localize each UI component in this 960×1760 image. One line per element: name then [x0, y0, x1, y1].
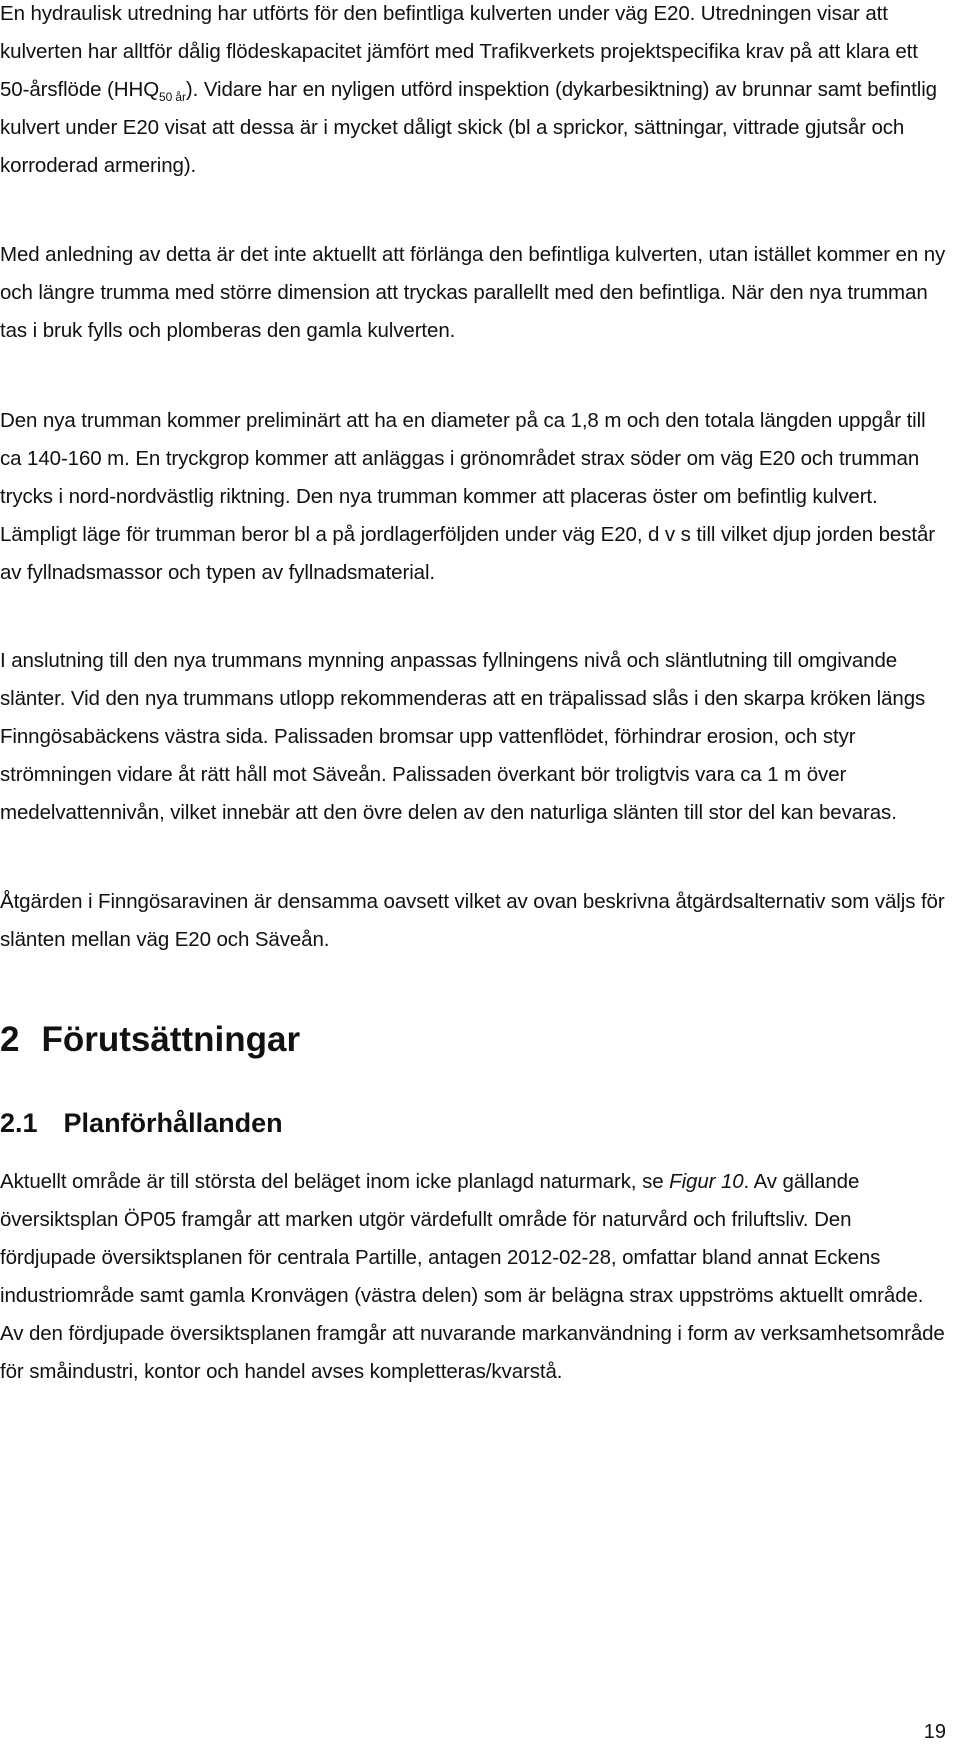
paragraph-culvert-dimensions: Den nya trumman kommer preliminärt att ha en diameter på ca 1,8 m och den totala längden uppgår till ca 140-160 m. En tryckgrop kommer att anläggas i grönområdet strax söder om väg E20 och trumman trycks i nord-nordvästlig riktning. Den nya trumman kommer att placeras öster om befintlig kulvert. Lämpligt läge för trumman beror bl a på jordlagerföljden under väg E20, d v s till vilket djup jorden består av fyllnadsmassor och typen av fyllnadsmaterial. — [0, 409, 935, 584]
paragraph-text: . Av gällande översiktsplan ÖP05 framgår att marken utgör värdefullt område för naturvård och friluftsliv. Den fördjupade översiktsplanen för centrala Partille, antagen 2012-02-28, omfattar bland annat Eckens industriområde samt gamla Kronvägen (västra delen) som är belägna strax uppströms aktuellt område. Av den fördjupade översiktsplanen framgår att nuvarande markanvändning i form av verksamhetsområde för småindustri, kontor och handel avses kompletteras/kvarstå. — [0, 1170, 945, 1383]
section-number: 2 — [0, 1020, 20, 1059]
subsection-number: 2.1 — [0, 1108, 38, 1138]
paragraph-hydraulic-study — [0, 0, 948, 185]
section-title: Förutsättningar — [41, 1020, 301, 1059]
subscript-50-years: 50 år — [159, 90, 186, 104]
subsection-title: Planförhållanden — [63, 1108, 283, 1138]
paragraph-text: ). Vidare har en nyligen utförd inspektion (dykarbesiktning) av brunnar samt befintlig kulvert under E20 visat att dessa är i mycket dåligt skick (bl a sprickor, sättningar, vittrade gjutsår och korroderad armering). — [0, 78, 937, 177]
section-heading — [0, 1018, 300, 1062]
figure-reference: Figur 10 — [669, 1170, 744, 1193]
paragraph-text: Aktuellt område är till största del beläget inom icke planlagd naturmark, se — [0, 1170, 670, 1193]
paragraph-finngosa-measure: Åtgärden i Finngösaravinen är densamma oavsett vilket av ovan beskrivna åtgärdsalternativ som väljs för slänten mellan väg E20 och Säveån. — [0, 890, 945, 951]
page-number: 19 — [923, 1721, 946, 1743]
subsection-heading — [0, 1105, 283, 1141]
paragraph-plan-conditions — [0, 1163, 948, 1391]
paragraph-palisade: I anslutning till den nya trummans mynning anpassas fyllningens nivå och släntlutning till omgivande slänter. Vid den nya trummans utlopp rekommenderas att en träpalissad slås i den skarpa kröken längs Finngösabäckens västra sida. Palissaden bromsar upp vattenflödet, förhindrar erosion, och styr strömningen vidare åt rätt håll mot Säveån. Palissaden överkant bör troligtvis vara ca 1 m över medelvattennivån, vilket innebär att den övre delen av den naturliga slänten till stor del kan bevaras. — [0, 649, 926, 824]
paragraph-new-culvert: Med anledning av detta är det inte aktuellt att förlänga den befintliga kulverten, utan istället kommer en ny och längre trumma med större dimension att tryckas parallellt med den befintliga. När den nya trumman tas i bruk fylls och plomberas den gamla kulverten. — [0, 243, 946, 342]
paragraph-text: En hydraulisk utredning har utförts för den befintliga kulverten under väg E20. Utredningen visar att kulverten har alltför dålig flödeskapacitet jämfört med Trafikverkets projektspecifika krav på att klara ett 50-årsflöde (HHQ — [0, 2, 918, 101]
